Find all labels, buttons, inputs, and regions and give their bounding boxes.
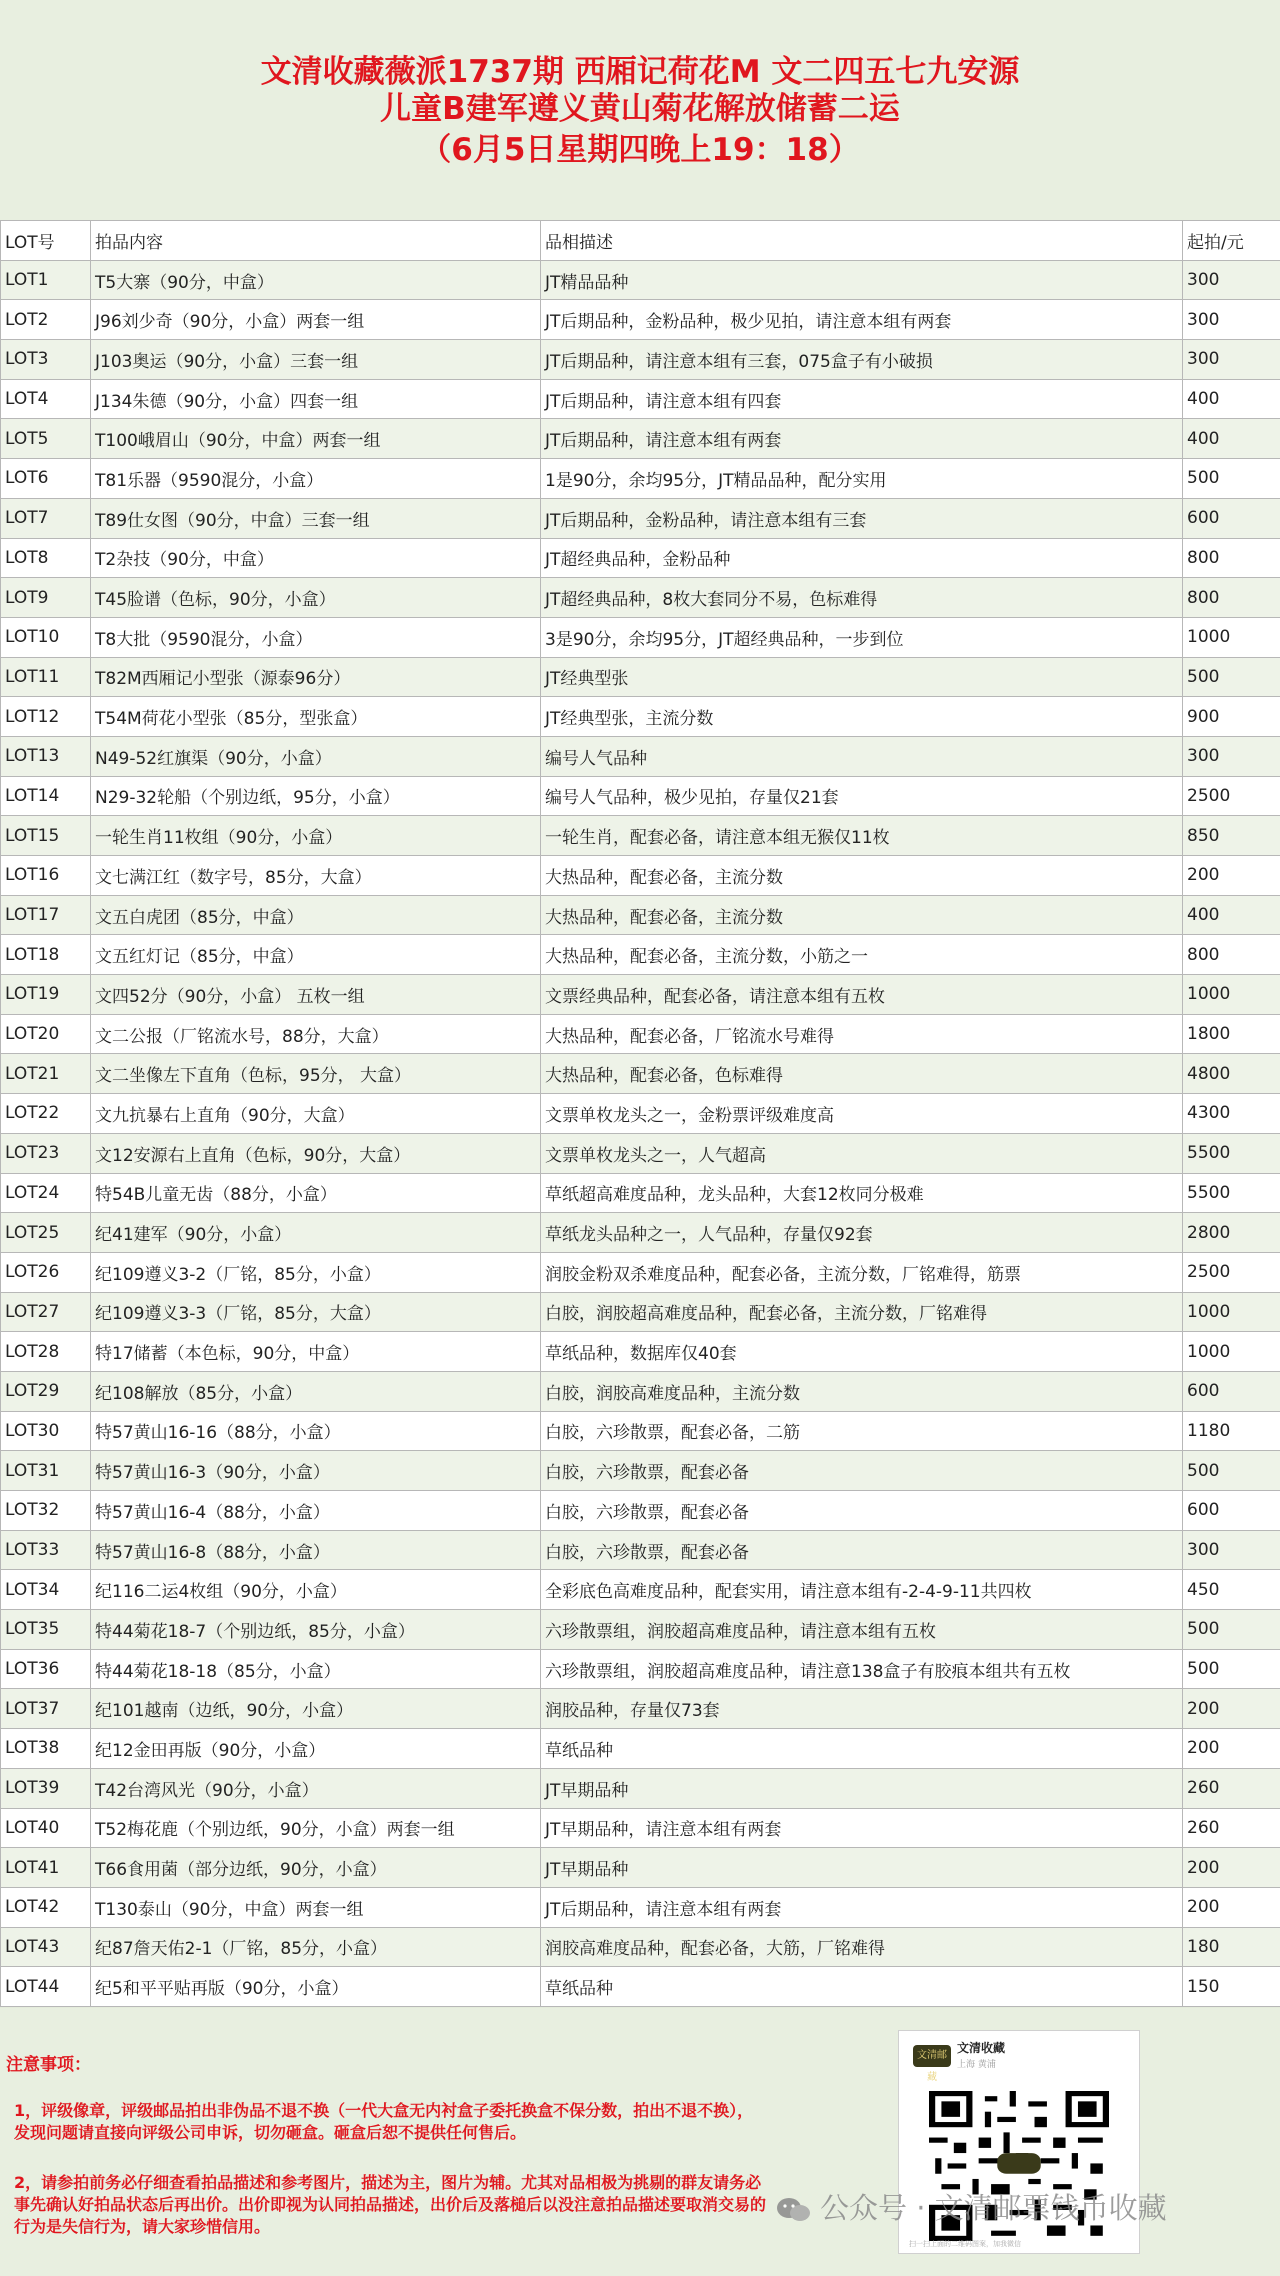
lot-start-price: 1800 xyxy=(1183,1014,1280,1054)
lot-condition: 1是90分，余均95分，JT精品品种，配分实用 xyxy=(541,459,1183,499)
table-row xyxy=(1,379,1280,419)
lot-condition: 草纸品种，数据库仅40套 xyxy=(541,1332,1183,1372)
table-row xyxy=(1,617,1280,657)
lot-start-price: 300 xyxy=(1183,1530,1280,1570)
lot-content: 纪87詹天佑2-1（厂铭，85分，小盒） xyxy=(91,1927,541,1967)
lot-number: LOT13 xyxy=(1,736,91,776)
lot-content: 特44菊花18-7（个别边纸，85分，小盒） xyxy=(91,1610,541,1650)
lot-content: 特57黄山16-8（88分，小盒） xyxy=(91,1530,541,1570)
lot-condition: JT后期品种，请注意本组有两套 xyxy=(541,1887,1183,1927)
lot-condition: 大热品种，配套必备，主流分数 xyxy=(541,895,1183,935)
table-row xyxy=(1,1848,1280,1888)
lot-start-price: 800 xyxy=(1183,935,1280,975)
lot-content: 文五白虎团（85分，中盒） xyxy=(91,895,541,935)
table-row xyxy=(1,1967,1280,2007)
lot-number: LOT23 xyxy=(1,1133,91,1173)
table-row xyxy=(1,935,1280,975)
lot-condition: 草纸品种 xyxy=(541,1729,1183,1769)
lot-number: LOT41 xyxy=(1,1848,91,1888)
page-header xyxy=(0,0,1280,220)
lot-number: LOT18 xyxy=(1,935,91,975)
header-start-price: 起拍/元 xyxy=(1183,221,1280,261)
lot-content: 文四52分（90分，小盒） 五枚一组 xyxy=(91,975,541,1015)
table-row xyxy=(1,1768,1280,1808)
lot-condition: 润胶品种，存量仅73套 xyxy=(541,1689,1183,1729)
wechat-icon xyxy=(776,2196,812,2224)
lot-number: LOT32 xyxy=(1,1491,91,1531)
lot-number: LOT33 xyxy=(1,1530,91,1570)
lot-number: LOT31 xyxy=(1,1451,91,1491)
table-row xyxy=(1,1014,1280,1054)
lot-content: J103奥运（90分，小盒）三套一组 xyxy=(91,340,541,380)
lot-condition: JT精品品种 xyxy=(541,260,1183,300)
lot-number: LOT42 xyxy=(1,1887,91,1927)
table-row xyxy=(1,300,1280,340)
lot-condition: 润胶高难度品种，配套必备，大筋，厂铭难得 xyxy=(541,1927,1183,1967)
title-line-1: 文清收藏薇派1737期 西厢记荷花M 文二四五七九安源 xyxy=(260,54,1020,90)
lot-number: LOT20 xyxy=(1,1014,91,1054)
lot-start-price: 1000 xyxy=(1183,975,1280,1015)
table-row xyxy=(1,1133,1280,1173)
lot-content: 特44菊花18-18（85分，小盒） xyxy=(91,1649,541,1689)
lot-number: LOT7 xyxy=(1,498,91,538)
lot-number: LOT34 xyxy=(1,1570,91,1610)
table-row xyxy=(1,459,1280,499)
table-row xyxy=(1,736,1280,776)
table-row xyxy=(1,1371,1280,1411)
lot-condition: 文票经典品种，配套必备，请注意本组有五枚 xyxy=(541,975,1183,1015)
lot-number: LOT15 xyxy=(1,816,91,856)
lot-number: LOT16 xyxy=(1,856,91,896)
table-row xyxy=(1,895,1280,935)
lot-start-price: 500 xyxy=(1183,657,1280,697)
lot-content: T2杂技（90分，中盒） xyxy=(91,538,541,578)
lot-number: LOT25 xyxy=(1,1213,91,1253)
table-row xyxy=(1,538,1280,578)
lot-condition: 大热品种，配套必备，主流分数，小筋之一 xyxy=(541,935,1183,975)
lot-condition: JT后期品种，金粉品种，极少见拍，请注意本组有两套 xyxy=(541,300,1183,340)
lot-number: LOT39 xyxy=(1,1768,91,1808)
lot-condition: 白胶，六珍散票，配套必备 xyxy=(541,1530,1183,1570)
qr-caption: 扫一扫上面的二维码图案，加我微信 xyxy=(909,2240,1021,2248)
lot-content: T54M荷花小型张（85分，型张盒） xyxy=(91,697,541,737)
lot-content: 文九抗暴右上直角（90分，大盒） xyxy=(91,1094,541,1134)
lot-condition: 白胶，六珍散票，配套必备，二筋 xyxy=(541,1411,1183,1451)
notes-paragraph-1: 1，评级像章，评级邮品拍出非伪品不退不换（一代大盒无内衬盒子委托换盒不保分数，拍出不退不换），发现问题请直接向评级公司申诉，切勿砸盒。砸盒后恕不提供任何售后。 xyxy=(14,2101,754,2142)
table-row xyxy=(1,816,1280,856)
table-header-row xyxy=(1,221,1280,261)
lot-condition: JT后期品种，请注意本组有三套，075盒子有小破损 xyxy=(541,340,1183,380)
lot-number: LOT14 xyxy=(1,776,91,816)
lot-content: T81乐器（9590混分，小盒） xyxy=(91,459,541,499)
lot-content: N49-52红旗渠（90分，小盒） xyxy=(91,736,541,776)
lot-content: 一轮生肖11枚组（90分，小盒） xyxy=(91,816,541,856)
lot-start-price: 450 xyxy=(1183,1570,1280,1610)
watermark xyxy=(776,2186,1167,2227)
lot-start-price: 2500 xyxy=(1183,776,1280,816)
lot-number: LOT4 xyxy=(1,379,91,419)
table-row xyxy=(1,1173,1280,1213)
lot-start-price: 500 xyxy=(1183,459,1280,499)
header-lot: LOT号 xyxy=(1,221,91,261)
lot-start-price: 800 xyxy=(1183,538,1280,578)
lot-start-price: 300 xyxy=(1183,260,1280,300)
lot-start-price: 4300 xyxy=(1183,1094,1280,1134)
lot-condition: 草纸品种 xyxy=(541,1967,1183,2007)
table-row xyxy=(1,1213,1280,1253)
lot-start-price: 600 xyxy=(1183,1371,1280,1411)
lot-start-price: 300 xyxy=(1183,736,1280,776)
table-row xyxy=(1,578,1280,618)
table-row xyxy=(1,498,1280,538)
lot-condition: 草纸超高难度品种，龙头品种，大套12枚同分极难 xyxy=(541,1173,1183,1213)
lot-condition: 文票单枚龙头之一，金粉票评级难度高 xyxy=(541,1094,1183,1134)
lot-start-price: 150 xyxy=(1183,1967,1280,2007)
table-row xyxy=(1,340,1280,380)
lot-content: 纪101越南（边纸，90分，小盒） xyxy=(91,1689,541,1729)
lot-number: LOT1 xyxy=(1,260,91,300)
lot-number: LOT8 xyxy=(1,538,91,578)
table-row xyxy=(1,1451,1280,1491)
lot-condition: 六珍散票组，润胶超高难度品种，请注意本组有五枚 xyxy=(541,1610,1183,1650)
lot-condition: 一轮生肖，配套必备，请注意本组无猴仅11枚 xyxy=(541,816,1183,856)
lot-start-price: 1000 xyxy=(1183,617,1280,657)
lot-condition: 编号人气品种，极少见拍，存量仅21套 xyxy=(541,776,1183,816)
lot-content: 纪12金田再版（90分，小盒） xyxy=(91,1729,541,1769)
table-row xyxy=(1,1252,1280,1292)
table-row xyxy=(1,1689,1280,1729)
table-row xyxy=(1,1411,1280,1451)
lot-start-price: 200 xyxy=(1183,1689,1280,1729)
table-row xyxy=(1,776,1280,816)
table-row xyxy=(1,260,1280,300)
lot-number: LOT10 xyxy=(1,617,91,657)
lot-content: 纪109遵义3-3（厂铭，85分，大盒） xyxy=(91,1292,541,1332)
lot-content: 纪41建军（90分，小盒） xyxy=(91,1213,541,1253)
lot-number: LOT3 xyxy=(1,340,91,380)
table-row xyxy=(1,1570,1280,1610)
lot-condition: JT早期品种 xyxy=(541,1848,1183,1888)
lot-content: 文七满江红（数字号，85分，大盒） xyxy=(91,856,541,896)
table-row xyxy=(1,1927,1280,1967)
lot-number: LOT6 xyxy=(1,459,91,499)
lot-condition: 3是90分，余均95分，JT超经典品种，一步到位 xyxy=(541,617,1183,657)
lot-condition: 大热品种，配套必备，色标难得 xyxy=(541,1054,1183,1094)
lot-number: LOT35 xyxy=(1,1610,91,1650)
lot-number: LOT12 xyxy=(1,697,91,737)
qr-location: 上海 黄浦 xyxy=(957,2060,996,2070)
lot-start-price: 900 xyxy=(1183,697,1280,737)
lot-content: N29-32轮船（个别边纸，95分，小盒） xyxy=(91,776,541,816)
lot-content: 文二公报（厂铭流水号，88分，大盒） xyxy=(91,1014,541,1054)
table-row xyxy=(1,1649,1280,1689)
lot-content: 纪116二运4枚组（90分，小盒） xyxy=(91,1570,541,1610)
lot-content: T66食用菌（部分边纸，90分，小盒） xyxy=(91,1848,541,1888)
lot-start-price: 200 xyxy=(1183,1887,1280,1927)
table-row xyxy=(1,1054,1280,1094)
lot-number: LOT9 xyxy=(1,578,91,618)
lot-number: LOT38 xyxy=(1,1729,91,1769)
lot-start-price: 1000 xyxy=(1183,1332,1280,1372)
lot-start-price: 260 xyxy=(1183,1768,1280,1808)
lot-content: 文12安源右上直角（色标，90分，大盒） xyxy=(91,1133,541,1173)
lots-table xyxy=(0,220,1280,2007)
lot-condition: 草纸龙头品种之一，人气品种，存量仅92套 xyxy=(541,1213,1183,1253)
lot-condition: 白胶，六珍散票，配套必备 xyxy=(541,1491,1183,1531)
avatar: 文清邮藏 xyxy=(913,2045,951,2067)
lot-content: T45脸谱（色标，90分，小盒） xyxy=(91,578,541,618)
lot-content: T8大批（9590混分，小盒） xyxy=(91,617,541,657)
lot-number: LOT5 xyxy=(1,419,91,459)
lot-condition: JT超经典品种，金粉品种 xyxy=(541,538,1183,578)
notes-paragraph-2: 2，请参拍前务必仔细查看拍品描述和参考图片，描述为主，图片为辅。尤其对品相极为挑剔的群友请务必事先确认好拍品状态后再出价。出价即视为认同拍品描述，出价后及落槌后以没注意拍品描述要取消交易的行为是失信行为，请大家珍惜信用。 xyxy=(14,2173,767,2236)
lot-content: T100峨眉山（90分，中盒）两套一组 xyxy=(91,419,541,459)
lot-start-price: 400 xyxy=(1183,419,1280,459)
lot-start-price: 500 xyxy=(1183,1649,1280,1689)
table-row xyxy=(1,975,1280,1015)
watermark-text: 公众号 · 文清邮票钱币收藏 xyxy=(820,2191,1167,2225)
notes-title: 注意事项： xyxy=(6,2055,91,2075)
lot-condition: JT超经典品种，8枚大套同分不易，色标难得 xyxy=(541,578,1183,618)
lot-content: 纪109遵义3-2（厂铭，85分，小盒） xyxy=(91,1252,541,1292)
header-condition: 品相描述 xyxy=(541,221,1183,261)
lot-start-price: 200 xyxy=(1183,1848,1280,1888)
lot-content: 特57黄山16-16（88分，小盒） xyxy=(91,1411,541,1451)
lot-number: LOT43 xyxy=(1,1927,91,1967)
lot-start-price: 800 xyxy=(1183,578,1280,618)
lot-start-price: 300 xyxy=(1183,300,1280,340)
lot-content: 文五红灯记（85分，中盒） xyxy=(91,935,541,975)
lot-content: J134朱德（90分，小盒）四套一组 xyxy=(91,379,541,419)
table-row xyxy=(1,657,1280,697)
lot-start-price: 200 xyxy=(1183,1729,1280,1769)
lot-condition: 白胶，六珍散票，配套必备 xyxy=(541,1451,1183,1491)
table-row xyxy=(1,856,1280,896)
lot-start-price: 4800 xyxy=(1183,1054,1280,1094)
lot-content: T5大寨（90分，中盒） xyxy=(91,260,541,300)
lot-start-price: 200 xyxy=(1183,856,1280,896)
lot-number: LOT40 xyxy=(1,1808,91,1848)
lot-content: 特54B儿童无齿（88分，小盒） xyxy=(91,1173,541,1213)
lot-start-price: 5500 xyxy=(1183,1173,1280,1213)
lot-start-price: 600 xyxy=(1183,498,1280,538)
lot-content: 特57黄山16-4（88分，小盒） xyxy=(91,1491,541,1531)
lot-number: LOT27 xyxy=(1,1292,91,1332)
lot-number: LOT22 xyxy=(1,1094,91,1134)
table-row xyxy=(1,1094,1280,1134)
lot-content: T82M西厢记小型张（源泰96分） xyxy=(91,657,541,697)
lot-content: 纪108解放（85分，小盒） xyxy=(91,1371,541,1411)
table-row xyxy=(1,1530,1280,1570)
lot-content: 文二坐像左下直角（色标，95分， 大盒） xyxy=(91,1054,541,1094)
table-row xyxy=(1,419,1280,459)
lot-number: LOT26 xyxy=(1,1252,91,1292)
title-line-2: 儿童B建军遵义黄山菊花解放储蓄二运 xyxy=(380,91,900,127)
lot-content: T130泰山（90分，中盒）两套一组 xyxy=(91,1887,541,1927)
lot-content: J96刘少奇（90分，小盒）两套一组 xyxy=(91,300,541,340)
lot-start-price: 500 xyxy=(1183,1610,1280,1650)
table-row xyxy=(1,1332,1280,1372)
lot-condition: JT后期品种，金粉品种，请注意本组有三套 xyxy=(541,498,1183,538)
lot-content: 特17储蓄（本色标，90分，中盒） xyxy=(91,1332,541,1372)
lot-condition: 六珍散票组，润胶超高难度品种，请注意138盒子有胶痕本组共有五枚 xyxy=(541,1649,1183,1689)
lot-start-price: 260 xyxy=(1183,1808,1280,1848)
lot-start-price: 600 xyxy=(1183,1491,1280,1531)
lot-start-price: 180 xyxy=(1183,1927,1280,1967)
lot-condition: 润胶金粉双杀难度品种，配套必备，主流分数，厂铭难得，筋票 xyxy=(541,1252,1183,1292)
table-row xyxy=(1,1491,1280,1531)
lot-number: LOT30 xyxy=(1,1411,91,1451)
lot-number: LOT29 xyxy=(1,1371,91,1411)
qr-account-name: 文清收藏 xyxy=(957,2041,1006,2055)
lot-condition: 大热品种，配套必备，厂铭流水号难得 xyxy=(541,1014,1183,1054)
lot-number: LOT21 xyxy=(1,1054,91,1094)
lot-content: T42台湾风光（90分，小盒） xyxy=(91,1768,541,1808)
lot-start-price: 300 xyxy=(1183,340,1280,380)
lot-number: LOT19 xyxy=(1,975,91,1015)
lot-start-price: 1180 xyxy=(1183,1411,1280,1451)
lot-number: LOT37 xyxy=(1,1689,91,1729)
table-row xyxy=(1,1729,1280,1769)
table-row xyxy=(1,697,1280,737)
lot-number: LOT28 xyxy=(1,1332,91,1372)
lot-condition: 大热品种，配套必备，主流分数 xyxy=(541,856,1183,896)
lot-condition: JT后期品种，请注意本组有四套 xyxy=(541,379,1183,419)
lot-condition: JT后期品种，请注意本组有两套 xyxy=(541,419,1183,459)
lot-condition: JT经典型张，主流分数 xyxy=(541,697,1183,737)
lot-number: LOT17 xyxy=(1,895,91,935)
lot-condition: JT早期品种，请注意本组有两套 xyxy=(541,1808,1183,1848)
lot-condition: 白胶，润胶超高难度品种，配套必备，主流分数，厂铭难得 xyxy=(541,1292,1183,1332)
lot-condition: 白胶，润胶高难度品种，主流分数 xyxy=(541,1371,1183,1411)
lots-table-body xyxy=(1,260,1280,2006)
lot-content: 纪5和平平贴再版（90分，小盒） xyxy=(91,1967,541,2007)
table-row xyxy=(1,1610,1280,1650)
lot-number: LOT36 xyxy=(1,1649,91,1689)
lot-start-price: 400 xyxy=(1183,379,1280,419)
lot-start-price: 5500 xyxy=(1183,1133,1280,1173)
lot-number: LOT24 xyxy=(1,1173,91,1213)
lot-number: LOT2 xyxy=(1,300,91,340)
lot-condition: JT早期品种 xyxy=(541,1768,1183,1808)
lot-start-price: 400 xyxy=(1183,895,1280,935)
table-row xyxy=(1,1808,1280,1848)
lot-number: LOT11 xyxy=(1,657,91,697)
lot-content: T52梅花鹿（个别边纸，90分，小盒）两套一组 xyxy=(91,1808,541,1848)
table-row xyxy=(1,1887,1280,1927)
lot-start-price: 1000 xyxy=(1183,1292,1280,1332)
lot-start-price: 2500 xyxy=(1183,1252,1280,1292)
title-line-3: （6月5日星期四晚上19：18） xyxy=(420,132,860,168)
lot-condition: 文票单枚龙头之一，人气超高 xyxy=(541,1133,1183,1173)
header-content: 拍品内容 xyxy=(91,221,541,261)
lot-start-price: 850 xyxy=(1183,816,1280,856)
lot-start-price: 500 xyxy=(1183,1451,1280,1491)
lot-condition: JT经典型张 xyxy=(541,657,1183,697)
lot-content: T89仕女图（90分，中盒）三套一组 xyxy=(91,498,541,538)
lot-condition: 编号人气品种 xyxy=(541,736,1183,776)
lot-number: LOT44 xyxy=(1,1967,91,2007)
lot-content: 特57黄山16-3（90分，小盒） xyxy=(91,1451,541,1491)
lot-condition: 全彩底色高难度品种，配套实用，请注意本组有-2-4-9-11共四枚 xyxy=(541,1570,1183,1610)
lot-start-price: 2800 xyxy=(1183,1213,1280,1253)
table-row xyxy=(1,1292,1280,1332)
